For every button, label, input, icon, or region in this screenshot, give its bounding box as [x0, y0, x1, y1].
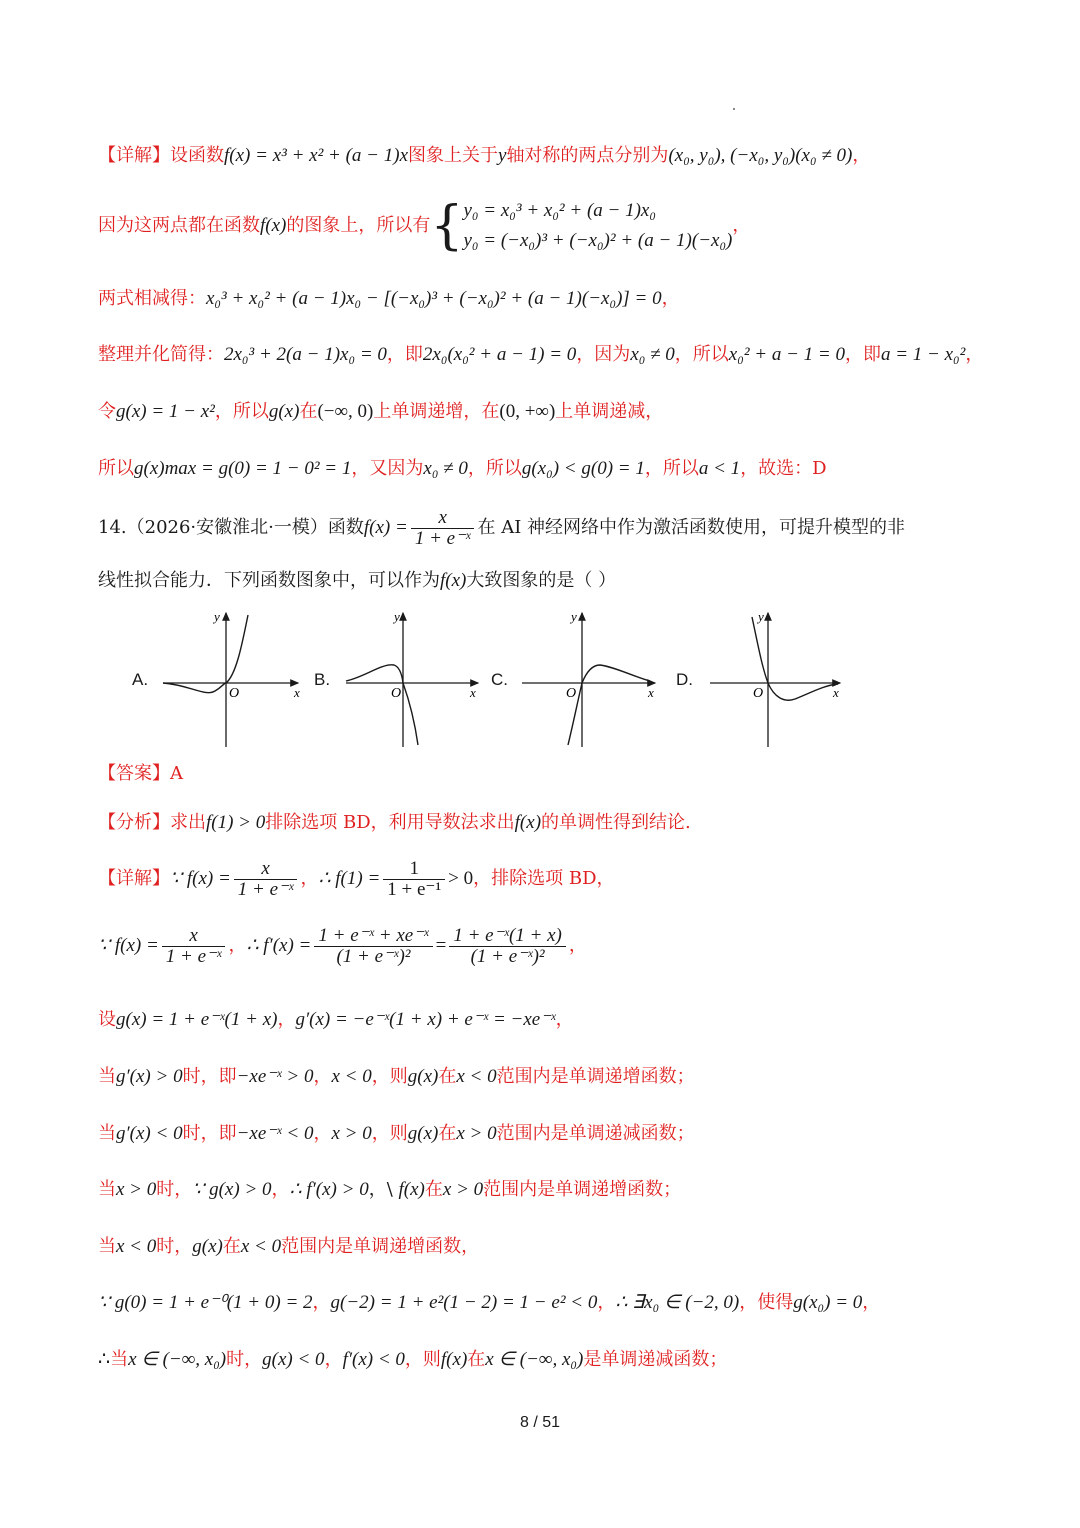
text: ，: [271, 1179, 290, 1200]
math-expr: x₀ ≠ 0: [423, 458, 468, 479]
fraction: [411, 508, 475, 549]
axis-x-label: x: [833, 685, 839, 700]
detail-line-6: [98, 1176, 681, 1204]
detail-line-7: [98, 1233, 479, 1261]
axis-x-label: x: [648, 685, 654, 700]
text: 在: [222, 1236, 241, 1257]
text: 在: [467, 1349, 486, 1370]
math-expr: ∵ g(0) = 1 + e⁻⁰(1 + 0) = 2: [98, 1292, 313, 1313]
axis-y-label: y: [394, 609, 400, 624]
text: 是单调递减函数；: [583, 1349, 728, 1370]
option-c-label: C.: [491, 670, 508, 689]
text: 在: [438, 1066, 457, 1087]
text: 图象上关于: [408, 145, 498, 166]
text: ，则: [371, 1123, 408, 1144]
text: ，: [312, 1292, 331, 1313]
text: ，即: [386, 344, 423, 365]
equation-2: y₀ = (−x₀)³ + (−x₀)² + (a − 1)(−x₀): [463, 230, 733, 251]
denominator: 1 + e⁻ˣ: [165, 945, 222, 967]
math-expr: g(x)max = g(0) = 1 − 0² = 1: [134, 458, 352, 479]
math-expr: 2x₀³ + 2(a − 1)x₀ = 0: [224, 344, 387, 365]
math-expr: ∴ f′(x) > 0: [289, 1179, 369, 1200]
math-expr: x < 0: [456, 1066, 497, 1087]
math-expr: ∴ ∃x₀ ∈ (−2, 0): [615, 1292, 740, 1313]
text: ，则: [371, 1066, 408, 1087]
denominator: (1 + e⁻ˣ)²: [470, 945, 545, 967]
math-expr: (−∞, 0): [317, 401, 374, 422]
curve-d: [752, 617, 838, 700]
text: 范围内是单调递增函数，: [281, 1236, 480, 1257]
text: ，\: [368, 1179, 393, 1200]
solution-line-4: [98, 341, 983, 369]
detail-label: 【详解】: [98, 868, 170, 889]
origin-label: O: [753, 686, 764, 701]
math-expr: g(x): [407, 1066, 439, 1087]
numerator: x: [234, 859, 298, 880]
text: ，: [324, 1349, 343, 1370]
math-expr: ∴: [98, 1349, 111, 1370]
analysis-line: [98, 809, 691, 837]
math-expr: f(x): [440, 570, 467, 591]
text: ，所以: [467, 458, 522, 479]
text: ，排除选项 BD，: [473, 868, 615, 889]
fraction: [314, 926, 432, 967]
math-expr: x > 0: [331, 1123, 372, 1144]
question-stem: 线性拟合能力．下列函数图象中，可以作为: [98, 570, 440, 591]
question-14-line-2: [98, 567, 616, 595]
math-expr: y: [498, 145, 507, 166]
text: ，: [597, 1292, 616, 1313]
question-stem: 在 AI 神经网络中作为激活函数使用，可提升模型的非: [477, 517, 906, 538]
math-expr: x > 0: [456, 1123, 497, 1144]
solution-line-5: [98, 398, 663, 426]
question-stem: 大致图象的是（ ）: [466, 570, 617, 591]
text: ，: [555, 1009, 574, 1030]
math-expr: g(x): [407, 1123, 439, 1144]
math-expr: x > 0: [442, 1179, 484, 1200]
math-expr: g(x) = 1 − x²: [116, 401, 215, 422]
text: ，: [965, 344, 984, 365]
math-expr: ∵ g(x) > 0: [192, 1179, 272, 1200]
math-expr: f(x): [260, 215, 287, 236]
solution-line-6: [98, 455, 827, 483]
math-expr: g(x₀) = 0: [793, 1292, 863, 1313]
math-expr: g(x): [268, 401, 300, 422]
text: 当: [110, 1349, 129, 1370]
option-graphs: [0, 605, 1080, 775]
math-expr: x ∈ (−∞, x₀): [485, 1349, 584, 1370]
math-expr: 2x₀(x₀² + a − 1) = 0: [422, 344, 577, 365]
math-expr: x < 0: [116, 1236, 157, 1257]
graph-option-b: [346, 609, 478, 747]
fraction: [383, 859, 445, 900]
text: 当: [98, 1066, 116, 1087]
text: ，: [277, 1009, 296, 1030]
text: ，: [661, 288, 680, 309]
math-expr: x ∈ (−∞, x₀): [128, 1349, 227, 1370]
axis-x-label: x: [294, 685, 300, 700]
text: ，: [568, 935, 587, 956]
text: ，: [732, 215, 751, 236]
origin-label: O: [566, 686, 577, 701]
detail-line-5: [98, 1120, 695, 1148]
text: 所以: [98, 458, 134, 479]
denominator: 1 + e⁻¹: [387, 878, 442, 900]
numerator: 1 + e⁻ˣ(1 + x): [449, 926, 566, 947]
math-expr: a = 1 − x₀²: [880, 344, 966, 365]
math-expr: g(x) = 1 + e⁻ˣ(1 + x): [116, 1009, 278, 1030]
text: 排除选项 BD，利用导数法求出: [265, 812, 515, 833]
text: 时，即: [182, 1066, 237, 1087]
detail-line-1: [98, 856, 615, 902]
numerator: 1 + e⁻ˣ + xe⁻ˣ: [314, 926, 432, 947]
text: 范围内是单调递增函数；: [483, 1179, 682, 1200]
solution-line-2: [98, 196, 750, 256]
detail-line-9: [98, 1346, 727, 1374]
text: 上单调递增，在: [373, 401, 500, 422]
text: 两式相减得：: [98, 288, 206, 309]
math-expr: x₀ ≠ 0: [630, 344, 675, 365]
text: 当: [98, 1179, 116, 1200]
math-expr: f′(x) < 0: [342, 1349, 405, 1370]
answer-line: [98, 760, 183, 788]
numerator: 1: [383, 859, 445, 880]
option-a-label: A.: [132, 670, 149, 689]
text: 轴对称的两点分别为: [506, 145, 669, 166]
math-expr: f(x): [514, 812, 542, 833]
curve-c: [568, 665, 650, 745]
text: ，因为: [576, 344, 631, 365]
math-expr: a < 1: [698, 458, 741, 479]
detail-line-2: [98, 918, 587, 974]
answer-label: 【答案】A: [98, 763, 183, 784]
text: 设: [98, 1009, 116, 1030]
text: ，: [313, 1123, 332, 1144]
math-expr: −xe⁻ˣ < 0: [236, 1123, 314, 1144]
axis-y-label: y: [571, 609, 577, 624]
axis-y-label: y: [214, 609, 220, 624]
graph-option-d: [710, 609, 840, 747]
text: 在: [438, 1123, 457, 1144]
page-number: 8 / 51: [519, 1414, 561, 1431]
numerator: x: [162, 926, 226, 947]
math-expr: g(−2) = 1 + e²(1 − 2) = 1 − e² < 0: [330, 1292, 598, 1313]
math-expr: f(x) =: [363, 517, 408, 538]
numerator: x: [411, 508, 475, 529]
math-expr: f(x) = x³ + x² + (a − 1)x: [224, 145, 408, 166]
text: 时，: [226, 1349, 263, 1370]
text: 范围内是单调递增函数；: [496, 1066, 695, 1087]
option-d-label: D.: [676, 670, 693, 689]
text: 时，: [156, 1179, 193, 1200]
text: ，使得: [739, 1292, 794, 1313]
question-stem: 14.（2026·安徽淮北·一模）函数: [98, 517, 364, 538]
text: ，: [313, 1066, 332, 1087]
text: ，即: [844, 344, 881, 365]
graph-option-a: [163, 609, 300, 747]
fraction: [162, 926, 226, 967]
denominator: (1 + e⁻ˣ)²: [336, 945, 411, 967]
graph-option-c: [522, 609, 655, 747]
text: ，: [300, 868, 319, 889]
text: ，所以: [214, 401, 269, 422]
math-expr: x₀³ + x₀² + (a − 1)x₀ − [(−x₀)³ + (−x₀)² + (a − 1)(−x₀)] = 0: [206, 288, 662, 309]
text: ，所以: [644, 458, 699, 479]
math-expr: g′(x) > 0: [116, 1066, 183, 1087]
text: 在: [424, 1179, 443, 1200]
text: ，: [228, 935, 247, 956]
detail-line-4: [98, 1063, 695, 1091]
text: 的图象上，所以有: [286, 215, 431, 236]
math-expr: ∵ f(x) =: [98, 935, 159, 956]
math-expr: g(x): [192, 1236, 223, 1257]
curve-a: [163, 615, 248, 693]
option-b-label: B.: [314, 670, 331, 689]
text: ，: [852, 145, 871, 166]
math-expr: g′(x) < 0: [116, 1123, 183, 1144]
math-expr: ∵ f(x) =: [170, 868, 231, 889]
math-expr: f(x): [398, 1179, 425, 1200]
math-expr: =: [435, 935, 447, 956]
math-expr: −xe⁻ˣ > 0: [236, 1066, 314, 1087]
text: 的单调性得到结论.: [541, 812, 691, 833]
math-expr: g(x) < 0: [262, 1349, 325, 1370]
origin-label: O: [391, 686, 402, 701]
text: ，故选：D: [740, 458, 827, 479]
text: 因为这两点都在函数: [98, 215, 260, 236]
text: ，: [862, 1292, 881, 1313]
math-expr: x < 0: [240, 1236, 282, 1257]
math-expr: (0, +∞): [499, 401, 556, 422]
text: 当: [98, 1236, 116, 1257]
text: 范围内是单调递减函数；: [496, 1123, 695, 1144]
fraction: [234, 859, 298, 900]
analysis-label: 【分析】求出: [98, 812, 206, 833]
text: 时，即: [182, 1123, 237, 1144]
math-expr: > 0: [448, 868, 474, 889]
text: 令: [98, 401, 116, 422]
text: ，又因为: [351, 458, 424, 479]
equation-1: y₀ = x₀³ + x₀² + (a − 1)x₀: [463, 200, 656, 221]
axis-y-label: y: [758, 609, 764, 624]
solution-line-3: [98, 285, 680, 313]
detail-label: 【详解】设函数: [98, 145, 224, 166]
text: ，则: [404, 1349, 441, 1370]
math-expr: x > 0: [116, 1179, 157, 1200]
origin-label: O: [229, 686, 240, 701]
math-expr: x₀² + a − 1 = 0: [728, 344, 845, 365]
math-expr: g′(x) = −e⁻ˣ(1 + x) + e⁻ˣ = −xe⁻ˣ: [295, 1009, 556, 1030]
brace-symbol: {: [430, 196, 464, 256]
detail-line-8: [98, 1289, 880, 1317]
text: 时，: [156, 1236, 193, 1257]
text: 整理并化简得：: [98, 344, 224, 365]
math-expr: x < 0: [331, 1066, 372, 1087]
text: 当: [98, 1123, 116, 1144]
question-14-line-1: [98, 506, 905, 550]
equation-system: [463, 196, 732, 256]
text: ，所以: [674, 344, 729, 365]
detail-line-3: [98, 1006, 574, 1034]
denominator: 1 + e⁻ˣ: [237, 878, 294, 900]
math-expr: ∴ f(1) =: [318, 868, 381, 889]
text: 在: [299, 401, 318, 422]
curve-b: [346, 665, 418, 745]
axis-x-label: x: [470, 685, 476, 700]
math-expr: (x₀, y₀), (−x₀, y₀)(x₀ ≠ 0): [668, 145, 853, 166]
math-expr: ∴ f′(x) =: [246, 935, 312, 956]
solution-line-1: [98, 142, 870, 170]
math-expr: g(x₀) < g(0) = 1: [521, 458, 645, 479]
text: 上单调递减，: [555, 401, 664, 422]
fraction: [449, 926, 566, 967]
math-expr: f(1) > 0: [206, 812, 266, 833]
denominator: 1 + e⁻ˣ: [414, 527, 471, 549]
scan-dot: [733, 108, 735, 110]
math-expr: f(x): [440, 1349, 468, 1370]
